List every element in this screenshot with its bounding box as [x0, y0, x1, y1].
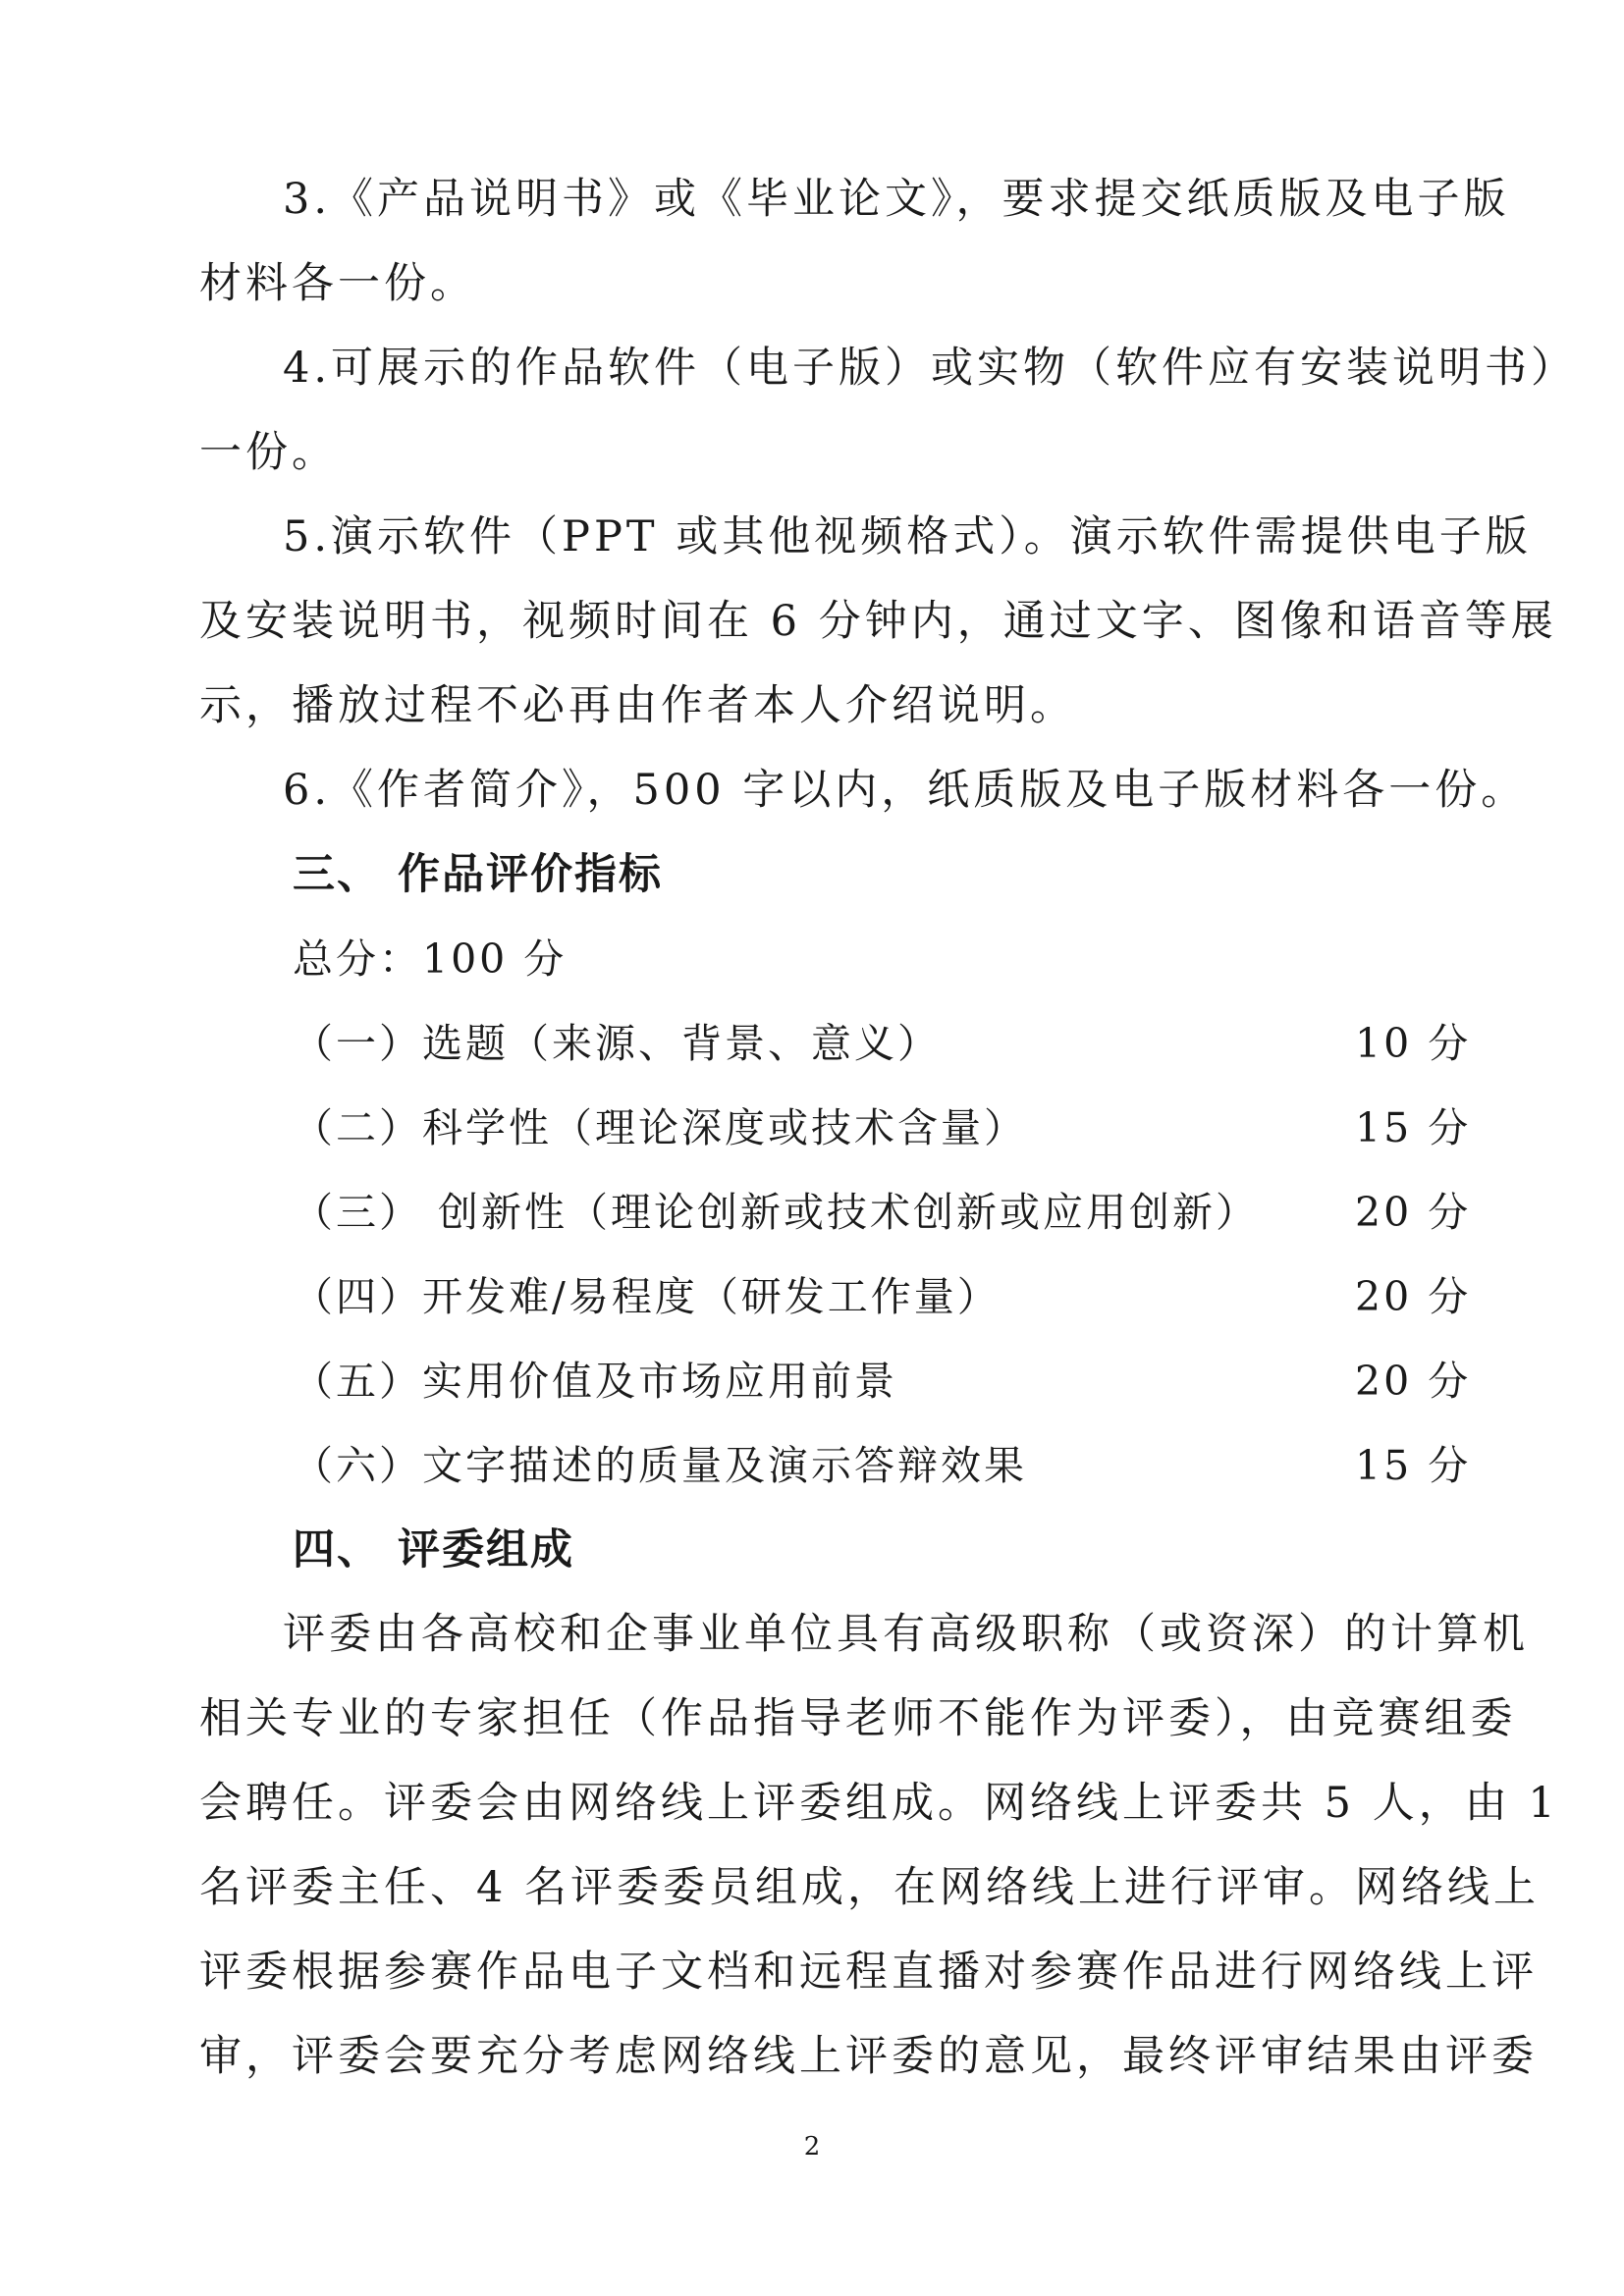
criterion-score: 20 分	[1355, 1273, 1472, 1320]
paragraph-line: 相关专业的专家担任（作品指导老师不能作为评委），由竞赛组委	[199, 1694, 1517, 1743]
paragraph-line: 及安装说明书，视频时间在 6 分钟内，通过文字、图像和语音等展	[199, 597, 1557, 646]
page-number: 2	[803, 2132, 821, 2162]
paragraph-line: 4.可展示的作品软件（电子版）或实物（软件应有安装说明书）	[283, 344, 1578, 393]
paragraph-line: 材料各一份。	[199, 259, 476, 308]
paragraph-line: 6.《作者简介》，500 字以内，纸质版及电子版材料各一份。	[283, 766, 1528, 815]
criterion-label: （二）科学性（理论深度或技术含量）	[293, 1104, 1027, 1151]
paragraph-line: 会聘任。评委会由网络线上评委组成。网络线上评委共 5 人，由 1	[199, 1779, 1559, 1828]
criterion-label: （五）实用价值及市场应用前景	[293, 1358, 897, 1405]
section-heading: 三、 作品评价指标	[293, 850, 663, 899]
paragraph-line: 5.演示软件（PPT 或其他视频格式）。演示软件需提供电子版	[283, 512, 1532, 561]
criterion-label: （一）选题（来源、背景、意义）	[293, 1020, 941, 1067]
criterion-score: 15 分	[1355, 1442, 1472, 1489]
paragraph-line: 示，播放过程不必再由作者本人介绍说明。	[199, 681, 1076, 730]
criterion-score: 20 分	[1355, 1189, 1472, 1236]
total-score: 总分：100 分	[293, 935, 568, 983]
paragraph-line: 评委由各高校和企事业单位具有高级职称（或资深）的计算机	[283, 1610, 1529, 1659]
criterion-label: （三） 创新性（理论创新或技术创新或应用创新）	[293, 1189, 1260, 1236]
paragraph-line: 一份。	[199, 428, 338, 477]
criterion-score: 20 分	[1355, 1358, 1472, 1405]
paragraph-line: 名评委主任、4 名评委委员组成，在网络线上进行评审。网络线上	[199, 1863, 1541, 1912]
criterion-label: （六）文字描述的质量及演示答辩效果	[293, 1442, 1027, 1489]
paragraph-line: 评委根据参赛作品电子文档和远程直播对参赛作品进行网络线上评	[199, 1948, 1538, 1997]
paragraph-line: 审，评委会要充分考虑网络线上评委的意见，最终评审结果由评委	[199, 2032, 1538, 2081]
criterion-label: （四）开发难/易程度（研发工作量）	[293, 1273, 1001, 1320]
criterion-score: 10 分	[1355, 1020, 1472, 1067]
criterion-score: 15 分	[1355, 1104, 1472, 1151]
section-heading: 四、 评委组成	[293, 1525, 574, 1575]
paragraph-line: 3.《产品说明书》或《毕业论文》，要求提交纸质版及电子版	[283, 175, 1510, 224]
